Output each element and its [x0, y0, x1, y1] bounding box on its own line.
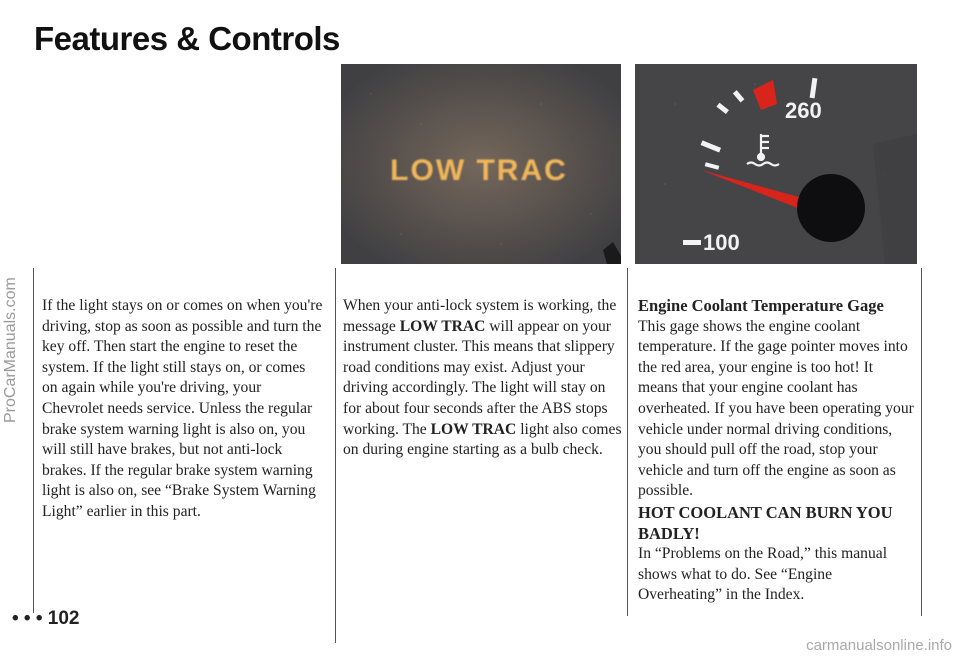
coolant-gage-heading: Engine Coolant Temperature Gage	[638, 296, 884, 315]
middle-text-1: When your anti-lock system is working, the message	[343, 297, 617, 335]
coolant-gage-paragraph: This gage shows the engine coolant temperature. If the gage pointer moves into the red area, your engine is too hot! It means that your engine coolant has overheated. If you have been operating your vehicle under normal driving conditions, you should pull off the road, stop your vehicle and turn off the engine as soon as possible.	[638, 317, 914, 500]
low-trac-display-image	[341, 64, 621, 264]
gauge-hub	[797, 174, 865, 242]
problems-reference-paragraph: In “Problems on the Road,” this manual shows what to do. See “Engine Overheating” in the Index.	[638, 544, 888, 604]
low-trac-photo	[341, 64, 621, 264]
column-divider-2	[627, 268, 628, 616]
gauge-minus-mark	[683, 240, 701, 245]
gauge-high-label: 260	[785, 98, 822, 123]
side-watermark: ProCarManuals.com	[2, 277, 19, 423]
coolant-gauge-photo	[635, 64, 917, 264]
middle-paragraph	[343, 296, 625, 461]
middle-bold-2: LOW TRAC	[430, 420, 517, 438]
right-column	[638, 296, 914, 606]
left-paragraph: If the light stays on or comes on when you're driving, stop as soon as possible and turn the key off. Then start the engine to reset the system. If the light still stays on, or comes on again while you're driving, your Chevrolet needs service. Unless the regular brake system warning light is also on, you will still have brakes, but not anti-lock brakes. If the regular brake system warning light is also on, see “Brake System Warning Light” earlier in this part.	[42, 297, 323, 520]
page-title: Features & Controls	[34, 20, 340, 57]
footer-watermark: carmanualsonline.info	[806, 637, 952, 654]
left-column	[42, 296, 324, 523]
low-trac-label: LOW TRAC	[390, 154, 568, 187]
column-divider-1	[335, 268, 336, 643]
middle-bold-1: LOW TRAC	[399, 317, 486, 335]
left-margin-line	[33, 268, 34, 613]
page-number: • • • 102	[12, 608, 80, 629]
gauge-low-label: 100	[703, 230, 740, 255]
hot-coolant-warning: HOT COOLANT CAN BURN YOU BADLY!	[638, 502, 893, 543]
middle-text-3: light also comes on during engine starting as a bulb check.	[343, 420, 622, 459]
middle-column	[343, 296, 625, 461]
coolant-gauge-image	[635, 64, 917, 264]
middle-text-2: will appear on your instrument cluster. This means that slippery road conditions may exist. Adjust your driving accordingly. The light will stay on for about four seconds after the ABS stops working. The	[343, 317, 615, 438]
right-margin-line	[921, 268, 922, 616]
